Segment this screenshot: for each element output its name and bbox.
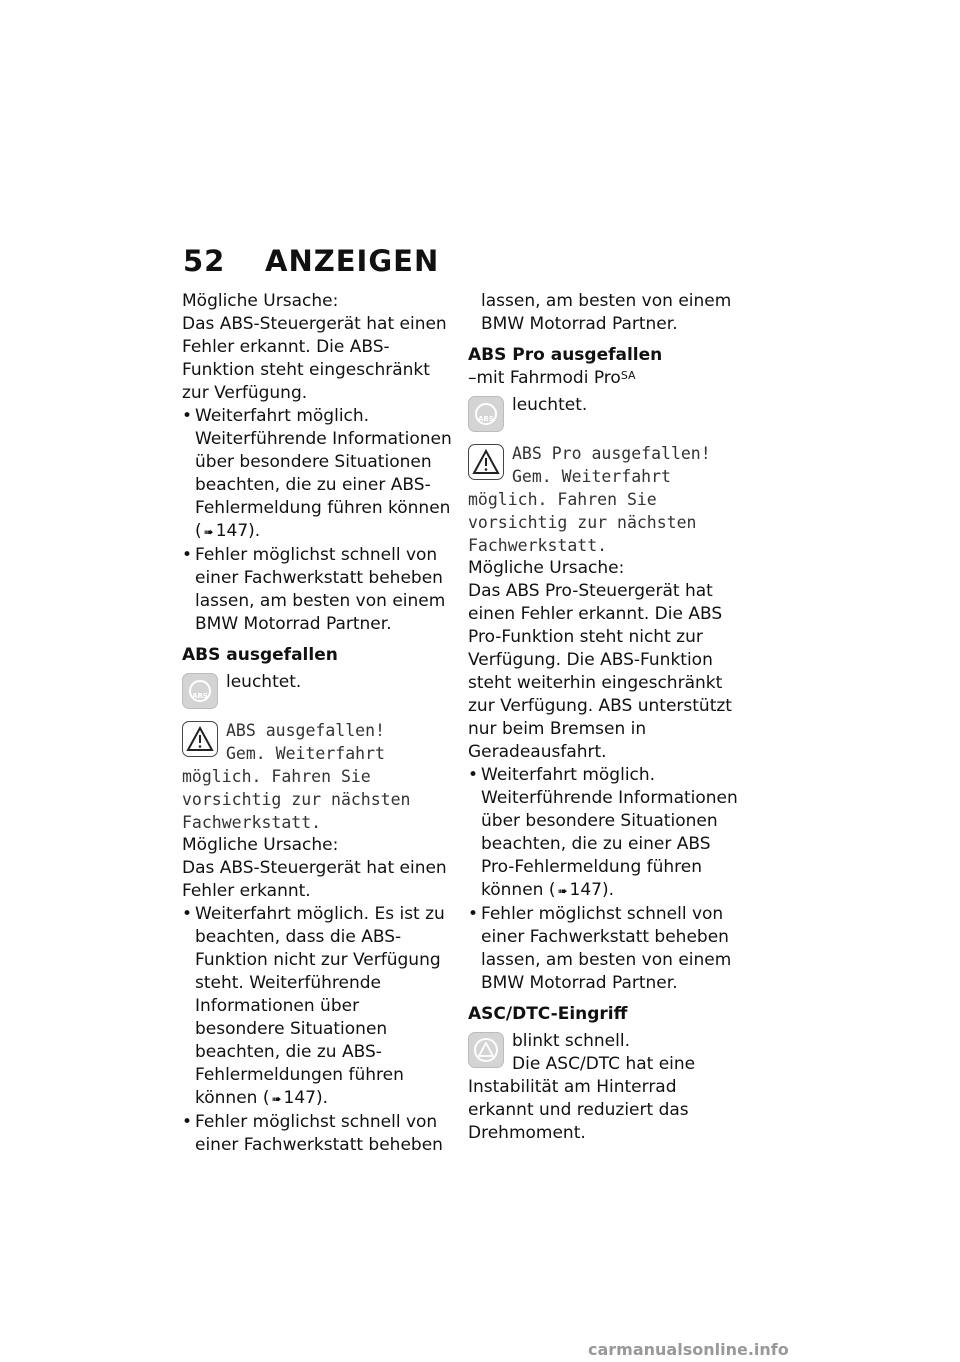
warning-triangle-icon [468, 444, 504, 480]
asc-indicator-row [468, 1030, 740, 1145]
abs-indicator-row [468, 394, 740, 438]
special-equipment-mark: SA [620, 369, 636, 382]
asc-dtc-warning-icon [468, 1032, 504, 1068]
message-row [468, 442, 740, 488]
right-column [468, 290, 740, 1145]
indicator-status: leuchtet. [226, 672, 302, 692]
display-message-rest: möglich. Fahren Sie vorsichtig zur nächsten Fachwerkstatt. [468, 490, 697, 555]
bullet-item: • Fehler möglichst schnell von einer Fachwerkstatt beheben lassen, am besten von einem BMW Motorrad Partner. [182, 544, 452, 636]
cause-label: Mögliche Ursache: [182, 291, 339, 311]
page-reference: 147). [569, 880, 615, 900]
reference-arrow-icon: ➠ [557, 884, 568, 898]
abs-indicator-row [182, 671, 452, 715]
variant-note [468, 367, 740, 390]
display-message-line1: ABS Pro ausgefallen! [512, 444, 711, 463]
page-header [183, 244, 439, 278]
abs-warning-icon: ABS [182, 673, 218, 709]
page-reference: 147). [283, 1088, 329, 1108]
asc-description: Die ASC/DTC hat eine Instabilität am Hinterrad erkannt und reduziert das Drehmoment. [468, 1054, 696, 1143]
display-message-rest: möglich. Fahren Sie vorsichtig zur nächsten Fachwerkstatt. [182, 767, 411, 832]
bullet-item [182, 405, 452, 544]
watermark-text: carmanualsonline.info [588, 1340, 789, 1359]
variant-text: –mit Fahrmodi Pro [468, 368, 621, 388]
cause-text: Das ABS-Steuergerät hat einen Fehler erkannt. [182, 858, 447, 901]
display-message-line2: Gem. Weiterfahrt [226, 744, 385, 763]
warning-triangle-icon [182, 721, 218, 757]
section-heading-asc-dtc: ASC/DTC-Eingriff [468, 1004, 628, 1024]
display-message-line1: ABS ausgefallen! [226, 721, 385, 740]
bullet-text: Weiterfahrt möglich. Es ist zu beachten, dass die ABS-Funktion nicht zur Verfügung steht. Weiterführende Informationen über besondere Situationen beachten, die zu ABS-Fehlermeldungen führen können ( [195, 904, 445, 1108]
bullet-item: • Fehler möglichst schnell von einer Fachwerkstatt beheben [182, 1111, 452, 1157]
left-column [182, 290, 452, 1157]
abs-warning-icon: ABS [468, 396, 504, 432]
display-message-line2: Gem. Weiterfahrt [512, 467, 671, 486]
cause-label: Mögliche Ursache: [182, 835, 339, 855]
cause-text: Das ABS Pro-Steuergerät hat einen Fehler erkannt. Die ABS Pro-Funktion steht nicht zur Verfügung. Die ABS-Funktion steht weiterhin eingeschränkt zur Verfügung. ABS unterstützt nur beim Bremsen in Geradeausfahrt. [468, 581, 732, 762]
indicator-status: leuchtet. [512, 395, 588, 415]
page-number: 52 [183, 244, 226, 278]
bullet-text: Weiterfahrt möglich. Weiterführende Informationen über besondere Situationen beachten, die zu einer ABS Pro-Fehlermeldung führen können ( [481, 765, 738, 900]
cause-label: Mögliche Ursache: [468, 558, 625, 578]
bullet-item [468, 764, 740, 903]
reference-arrow-icon: ➠ [271, 1092, 282, 1106]
indicator-status: blinkt schnell. [512, 1031, 630, 1051]
section-heading-abs-failed: ABS ausgefallen [182, 645, 338, 665]
message-row [182, 719, 452, 765]
page-reference: 147). [215, 521, 261, 541]
watermark [588, 1340, 789, 1359]
section-heading-abs-pro-failed: ABS Pro ausgefallen [468, 345, 663, 365]
reference-arrow-icon: ➠ [203, 525, 214, 539]
continued-text: lassen, am besten von einem BMW Motorrad Partner. [481, 291, 732, 334]
page-title: ANZEIGEN [265, 244, 440, 278]
bullet-text: Weiterfahrt möglich. Weiterführende Informationen über besondere Situationen beachten, die zu einer ABS-Fehlermeldung führen können ( [195, 406, 452, 541]
bullet-item [182, 903, 452, 1111]
bullet-item: • Fehler möglichst schnell von einer Fachwerkstatt beheben lassen, am besten von einem BMW Motorrad Partner. [468, 903, 740, 995]
cause-text: Das ABS-Steuergerät hat einen Fehler erkannt. Die ABS-Funktion steht eingeschränkt zur Verfügung. [182, 314, 447, 403]
